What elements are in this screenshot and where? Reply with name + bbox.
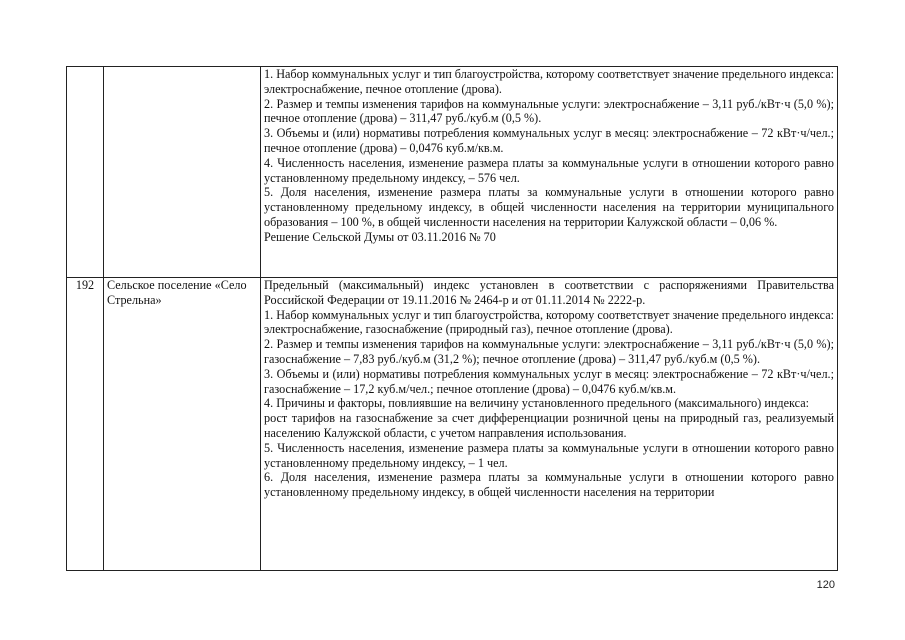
tariff-index-table <box>66 66 838 571</box>
settlement-name-cell: Сельское поселение «Село Стрельна» <box>104 278 261 571</box>
paragraph: рост тарифов на газоснабжение за счет дифференциации розничной цены на природный газ, реализуемый населению Калужской области, с учетом направления использования. <box>264 411 834 440</box>
paragraph: Предельный (максимальный) индекс установлен в соответствии с распоряжениями Правительства Российской Федерации от 19.11.2016 № 2464-р и от 01.11.2014 № 2222-р. <box>264 278 834 307</box>
paragraph: 1. Набор коммунальных услуг и тип благоустройства, которому соответствует значение предельного индекса: электроснабжение, печное отопление (дрова). <box>264 67 834 96</box>
paragraph: 1. Набор коммунальных услуг и тип благоустройства, которому соответствует значение предельного индекса: электроснабжение, газоснабжение (природный газ), печное отопление (дрова). <box>264 307 834 337</box>
paragraph: 2. Размер и темпы изменения тарифов на коммунальные услуги: электроснабжение – 3,11 руб./кВт·ч (5,0 %); печное отопление (дрова) – 311,47 руб./куб.м (0,5 %). <box>264 96 834 126</box>
row-number-cell: 192 <box>67 278 104 571</box>
paragraph: 5. Численность населения, изменение размера платы за коммунальные услуги в отношении которого равно установленному предельному индексу, – 1 чел. <box>264 440 834 470</box>
description-cell <box>261 67 838 278</box>
paragraph: 3. Объемы и (или) нормативы потребления коммунальных услуг в месяц: электроснабжение – 72 кВт·ч/чел.; печное отопление (дрова) – 0,0476 куб.м/кв.м. <box>264 126 834 155</box>
description-cell <box>261 278 838 571</box>
paragraph: 2. Размер и темпы изменения тарифов на коммунальные услуги: электроснабжение – 3,11 руб./кВт·ч (5,0 %); газоснабжение – 7,83 руб./куб.м (31,2 %); печное отопление (дрова) – 311,47 руб./куб.м (0,5 %). <box>264 337 834 366</box>
settlement-name-cell <box>104 67 261 278</box>
row-number-cell <box>67 67 104 278</box>
paragraph: 3. Объемы и (или) нормативы потребления коммунальных услуг в месяц: электроснабжение – 72 кВт·ч/чел.; газоснабжение – 17,2 куб.м/чел.; печное отопление (дрова) – 0,0476 куб.м/кв.м. <box>264 366 834 396</box>
decision-reference: Решение Сельской Думы от 03.11.2016 № 70 <box>264 229 496 244</box>
table-row <box>67 67 838 278</box>
page-number: 120 <box>816 579 835 591</box>
paragraph: 4. Причины и факторы, повлиявшие на величину установленного предельного (максимального) индекса: <box>264 396 810 411</box>
paragraph: 5. Доля населения, изменение размера платы за коммунальные услуги в отношении которого равно установленному предельному индексу, в общей численности населения на территории муниципального образования – 100 %, в общей численности населения на территории Калужской области – 0,06 %. <box>264 185 834 229</box>
paragraph: 6. Доля населения, изменение размера платы за коммунальные услуги в отношении которого равно установленному предельному индексу, в общей численности населения на территории <box>264 470 834 500</box>
paragraph: 4. Численность населения, изменение размера платы за коммунальные услуги в отношении которого равно установленному предельному индексу, – 576 чел. <box>264 155 834 185</box>
table-row <box>67 278 838 571</box>
